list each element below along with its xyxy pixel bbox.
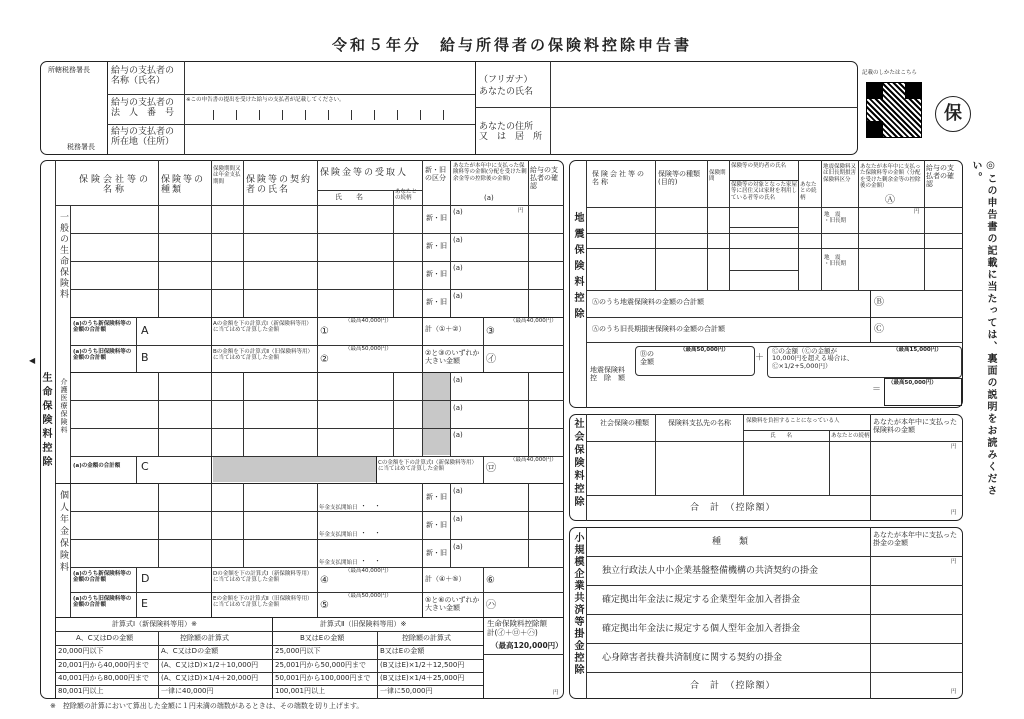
formula2-head-b: 控除額の計算式 bbox=[402, 634, 451, 642]
circ-ro: ㋺ bbox=[486, 463, 496, 474]
earthquake-label: 地震保険料控除 bbox=[572, 212, 583, 324]
care-a-2: (a) bbox=[453, 404, 463, 412]
eq-col-kind: 保険等の種類(目的) bbox=[658, 170, 700, 187]
care-a-3: (a) bbox=[453, 431, 463, 439]
calc3-text: Cの金額を下の計算式Ⅰ（新保険料等用）に当てはめて計算した金額 bbox=[378, 460, 477, 473]
newold-6[interactable]: 新・旧 bbox=[426, 521, 447, 529]
start-date-1: 年金支払開始日 bbox=[319, 505, 358, 511]
new-total-label: (a)のうち新保険料等の金額の合計額 bbox=[73, 321, 132, 334]
circ2: ② bbox=[320, 354, 329, 365]
newold-7[interactable]: 新・旧 bbox=[426, 549, 447, 557]
pension-new-total: (a)のうち新保険料等の金額の合計額 bbox=[73, 571, 132, 584]
formula-cell: A、C又はDの金額 bbox=[161, 647, 219, 655]
pension-a-1: (a) bbox=[453, 487, 463, 495]
eq-b-amount: Ⓑの 金額 bbox=[640, 350, 654, 367]
eq-class-2[interactable]: 地 震 ・旧長期 bbox=[824, 255, 847, 268]
newold-4[interactable]: 新・旧 bbox=[426, 298, 447, 306]
formula-cell: 一律に50,000円 bbox=[380, 687, 433, 695]
start-date-3: 年金支払開始日 bbox=[319, 560, 358, 566]
general-life-label: 一般の生命保険料 bbox=[58, 212, 68, 300]
eq-class-1[interactable]: 地 震 ・旧長期 bbox=[824, 212, 847, 225]
circ6: ⑥ bbox=[486, 575, 495, 586]
calc1-text: Aの金額を下の計算式Ⅰ（新保険料等用）に当てはめて計算した金額 bbox=[213, 321, 312, 334]
C-label: C bbox=[141, 460, 149, 473]
sum45-label: 計（④＋⑤） bbox=[425, 575, 466, 583]
pension-a-2: (a) bbox=[453, 515, 463, 523]
pension-a-3: (a) bbox=[453, 543, 463, 551]
small-col-kind: 種 類 bbox=[712, 537, 749, 547]
payer-number-label: 給与の支払者の 法 人 番 号 bbox=[111, 98, 175, 119]
eq-B-mark: Ⓑ bbox=[874, 297, 884, 308]
D-label: D bbox=[141, 572, 150, 585]
social-label: 社会保険料控除 bbox=[572, 418, 583, 509]
social-col-burden: 保険料を負担することになっている人 bbox=[746, 418, 840, 424]
formula2-head-a: B又はEの金額 bbox=[300, 634, 345, 642]
max40-4: （最高40,000円） bbox=[345, 568, 392, 574]
page-title: 令和５年分 給与所得者の保険料控除申告書 bbox=[331, 36, 692, 54]
payer-name-label: 給与の支払者の 名称（氏名） bbox=[111, 66, 175, 87]
B-label: B bbox=[141, 351, 149, 364]
care-label: 介護医療保険料 bbox=[60, 378, 68, 434]
life-insurance-section bbox=[40, 160, 564, 699]
paid-a-3: (a) bbox=[453, 264, 463, 272]
care-a-1: (a) bbox=[453, 376, 463, 384]
eq-C-mark: Ⓒ bbox=[874, 324, 884, 335]
life-col-relation: あなたとの続柄 bbox=[395, 189, 418, 202]
yen-1: 円 bbox=[518, 208, 524, 214]
start-date-2: 年金支払開始日 bbox=[319, 532, 358, 538]
max40-3: （最高40,000円） bbox=[510, 457, 557, 463]
formula2-title: 計算式Ⅱ（旧保険料等用）※ bbox=[320, 620, 407, 628]
eq-col-class: 地震保険料又は旧長期損害保険料区分 bbox=[823, 164, 857, 183]
life-col-paid: あなたが本年中に支払った保険料等の金額(分配を受けた剰余金等の控除後の金額) bbox=[453, 163, 527, 182]
eq-old-total: Ⓐのうち旧長期損害保険料の金額の合計額 bbox=[592, 325, 725, 333]
formula-cell: 100,001円以上 bbox=[275, 687, 325, 695]
life-section-label: 生命保険料控除 bbox=[40, 372, 51, 470]
eq-col-relation: あなたとの続柄 bbox=[800, 182, 817, 201]
small-total: 合 計 （控除額） bbox=[690, 681, 776, 691]
small-business-section bbox=[569, 527, 963, 699]
payer-number-boxes[interactable] bbox=[190, 106, 472, 122]
life-col-kind: 保険等の種類 bbox=[161, 175, 206, 196]
small-item-2: 確定拠出年金法に規定する企業型年金加入者掛金 bbox=[602, 595, 801, 605]
eq-col-paid-mark: Ⓐ bbox=[885, 195, 895, 206]
qr-code-icon[interactable] bbox=[866, 82, 922, 138]
life-col-company: 保険会社等の名称 bbox=[78, 175, 151, 196]
eq-col-period: 保険期間 bbox=[709, 170, 726, 183]
pension-old-total: (a)のうち旧保険料等の金額の合計額 bbox=[73, 596, 132, 609]
formula-cell: (A、C又はD)×1/4＋20,000円 bbox=[161, 674, 259, 682]
small-yen-2: 円 bbox=[951, 689, 957, 695]
greater56-label: ⑤と⑥のいずれか大きい金額 bbox=[425, 596, 480, 613]
circ3: ③ bbox=[486, 326, 495, 337]
life-col-recipient: 保険金等の受取人 bbox=[320, 168, 409, 178]
sum12-label: 計（①＋②） bbox=[425, 325, 466, 333]
date-dots-1: ・ ・ bbox=[360, 502, 381, 510]
payer-number-note: ※この申告書の提出を受けた給与の支払者が記載してください。 bbox=[186, 97, 345, 103]
circ-ha: ㋩ bbox=[486, 600, 496, 611]
formula1-title: 計算式Ⅰ（新保険料等用）※ bbox=[112, 620, 197, 628]
date-dots-2: ・ ・ bbox=[360, 529, 381, 537]
tax-office-label: 所轄税務署長 bbox=[48, 66, 90, 74]
formula-cell: B又はEの金額 bbox=[380, 647, 425, 655]
social-yen-2: 円 bbox=[951, 510, 957, 516]
your-address-label: あなたの住所 又 は 居 所 bbox=[479, 122, 543, 143]
qr-caption: 記載のしかたはこちら bbox=[862, 70, 918, 76]
eq-col-paid: あなたが本年中に支払った保険料等の金額（分配を受けた剰余金等の控除後の金額） bbox=[860, 164, 921, 189]
greater23-label: ②と③のいずれか大きい金額 bbox=[425, 349, 480, 366]
circ-i: ㋑ bbox=[486, 354, 496, 365]
life-col-newold: 新・旧の区分 bbox=[425, 166, 446, 183]
furigana-field[interactable] bbox=[554, 66, 854, 82]
circ1: ① bbox=[320, 326, 329, 337]
formula-cell: (B又はE)×1/2＋12,500円 bbox=[380, 661, 465, 669]
your-name-field[interactable] bbox=[554, 86, 854, 104]
social-total: 合 計 （控除額） bbox=[690, 503, 776, 513]
formula1-head-a: A、C又はDの金額 bbox=[76, 634, 134, 642]
newold-5[interactable]: 新・旧 bbox=[426, 493, 447, 501]
your-address-field[interactable] bbox=[554, 114, 854, 150]
eq-col-confirm: 給与の支払者の確認 bbox=[926, 164, 954, 189]
social-col-relation: あなたとの続柄 bbox=[831, 433, 870, 439]
pension-label: 個人年金保険料 bbox=[58, 490, 68, 574]
your-name-label: あなたの氏名 bbox=[479, 87, 534, 97]
max40-2: （最高40,000円） bbox=[510, 318, 557, 324]
care-total-label: (a)の金額の合計額 bbox=[73, 463, 121, 469]
eq-plus: ＋ bbox=[755, 353, 765, 363]
eq-quake-total: Ⓐのうち地震保険料の金額の合計額 bbox=[592, 298, 704, 306]
payer-address-field[interactable] bbox=[188, 128, 472, 152]
social-col-payee: 保険料支払先の名称 bbox=[668, 419, 731, 427]
paid-a-1: (a) bbox=[453, 208, 463, 216]
stamp-icon: 保 bbox=[935, 96, 971, 132]
formula-cell: 40,001円から80,000円まで bbox=[58, 674, 149, 682]
paid-a-2: (a) bbox=[453, 236, 463, 244]
life-arrow-icon: ◀ bbox=[29, 356, 36, 365]
newold-2[interactable]: 新・旧 bbox=[426, 242, 447, 250]
eq-max50-b: （最高50,000円） bbox=[888, 380, 937, 386]
formula-cell: 20,001円から40,000円まで bbox=[58, 661, 149, 669]
formula-cell: 25,000円以下 bbox=[275, 647, 321, 655]
newold-3[interactable]: 新・旧 bbox=[426, 270, 447, 278]
formula-cell: 一律に40,000円 bbox=[161, 687, 214, 695]
tax-office-suffix: 税務署長 bbox=[67, 143, 95, 151]
formula-cell: (B又はE)×1/4＋25,000円 bbox=[380, 674, 465, 682]
life-total-label: 生命保険料控除額 計(㋑＋㋺＋㋩) bbox=[487, 619, 547, 637]
E-label: E bbox=[141, 597, 148, 610]
life-col-paid-a: (a) bbox=[484, 194, 494, 202]
circ4: ④ bbox=[320, 575, 329, 586]
life-total-yen: 円 bbox=[553, 690, 559, 696]
life-total-max: （最高120,000円） bbox=[491, 641, 563, 650]
formula-cell: 20,000円以下 bbox=[58, 647, 104, 655]
eq-equals: ＝ bbox=[872, 385, 882, 395]
calc2-text: Bの金額を下の計算式Ⅱ（旧保険料等用）に当てはめて計算した金額 bbox=[213, 349, 313, 362]
formula-cell: (A、C又はD)×1/2＋10,000円 bbox=[161, 661, 259, 669]
life-col-contractor: 保険等の契約者の氏名 bbox=[246, 175, 313, 196]
eq-yen-1: 円 bbox=[914, 209, 920, 215]
social-col-paid: あなたが本年中に支払った保険料の金額 bbox=[873, 418, 957, 435]
care-gray-1 bbox=[423, 373, 450, 455]
formula-cell: 25,001円から50,000円まで bbox=[275, 661, 366, 669]
eq-deduction-label: 地震保険料 控 除 額 bbox=[590, 366, 625, 383]
calc5-text: Eの金額を下の計算式Ⅱ（旧保険料等用）に当てはめて計算した金額 bbox=[213, 596, 313, 609]
max50-1: （最高50,000円） bbox=[345, 346, 392, 352]
social-col-kind: 社会保険の種類 bbox=[600, 419, 649, 427]
circ5: ⑤ bbox=[320, 600, 329, 611]
paid-a-4: (a) bbox=[453, 292, 463, 300]
small-item-1: 独立行政法人中小企業基盤整備機構の共済契約の掛金 bbox=[602, 566, 819, 576]
life-col-recipient-name: 氏 名 bbox=[335, 193, 363, 201]
payer-address-label: 給与の支払者の 所在地（住所） bbox=[111, 127, 175, 148]
small-yen-1: 円 bbox=[951, 559, 957, 565]
max50-2: （最高50,000円） bbox=[345, 593, 392, 599]
eq-max50-a: （最高50,000円） bbox=[680, 347, 729, 353]
small-item-3: 確定拠出年金法に規定する個人型年金加入者掛金 bbox=[602, 624, 801, 634]
date-dots-3: ・ ・ bbox=[360, 557, 381, 565]
eq-col-insured: 保険等の対象となった家屋等に居住又は家財を利用している者等の氏名 bbox=[731, 182, 798, 201]
formula1-head-b: 控除額の計算式 bbox=[180, 634, 229, 642]
old-total-label: (a)のうち旧保険料等の金額の合計額 bbox=[73, 349, 132, 362]
formula-cell: 50,001円から100,000円まで bbox=[275, 674, 371, 682]
social-yen-1: 円 bbox=[951, 444, 957, 450]
eq-col-contractor: 保険等の契約者の氏名 bbox=[731, 163, 787, 169]
newold-1[interactable]: 新・旧 bbox=[426, 214, 447, 222]
side-notice: ◎この申告書の記載に当たっては、裏面の説明をお読みください。 bbox=[970, 160, 996, 497]
formula-cell: 80,001円以上 bbox=[58, 687, 104, 695]
A-label: A bbox=[141, 324, 149, 337]
eq-col-company: 保険会社等の名称 bbox=[592, 170, 646, 187]
small-col-paid: あなたが本年中に支払った掛金の金額 bbox=[873, 531, 957, 548]
life-col-confirm: 給与の支払者の確認 bbox=[530, 166, 558, 191]
eq-c-rule: Ⓒの金額（Ⓒの金額が 10,000円を超える場合は、 Ⓒ×1/2+5,000円） bbox=[772, 347, 854, 370]
furigana-label: （フリガナ） bbox=[479, 75, 533, 85]
care-gray-2 bbox=[213, 457, 376, 482]
calc4-text: Dの金額を下の計算式Ⅰ（新保険料等用）に当てはめて計算した金額 bbox=[213, 571, 313, 584]
small-item-4: 心身障害者扶養共済制度に関する契約の掛金 bbox=[602, 653, 783, 663]
social-col-name: 氏 名 bbox=[770, 433, 793, 439]
max40-1: （最高40,000円） bbox=[345, 318, 392, 324]
life-col-period: 保険期間又は年金支払期間 bbox=[213, 166, 241, 185]
payer-name-field[interactable] bbox=[188, 66, 472, 90]
small-label: 小規模企業共済等掛金控除 bbox=[572, 532, 583, 676]
footnote: ※ 控除額の計算において算出した金額に１円未満の端数があるときは、その端数を切り上げます。 bbox=[50, 702, 364, 710]
eq-max15: （最高15,000円） bbox=[893, 347, 942, 353]
